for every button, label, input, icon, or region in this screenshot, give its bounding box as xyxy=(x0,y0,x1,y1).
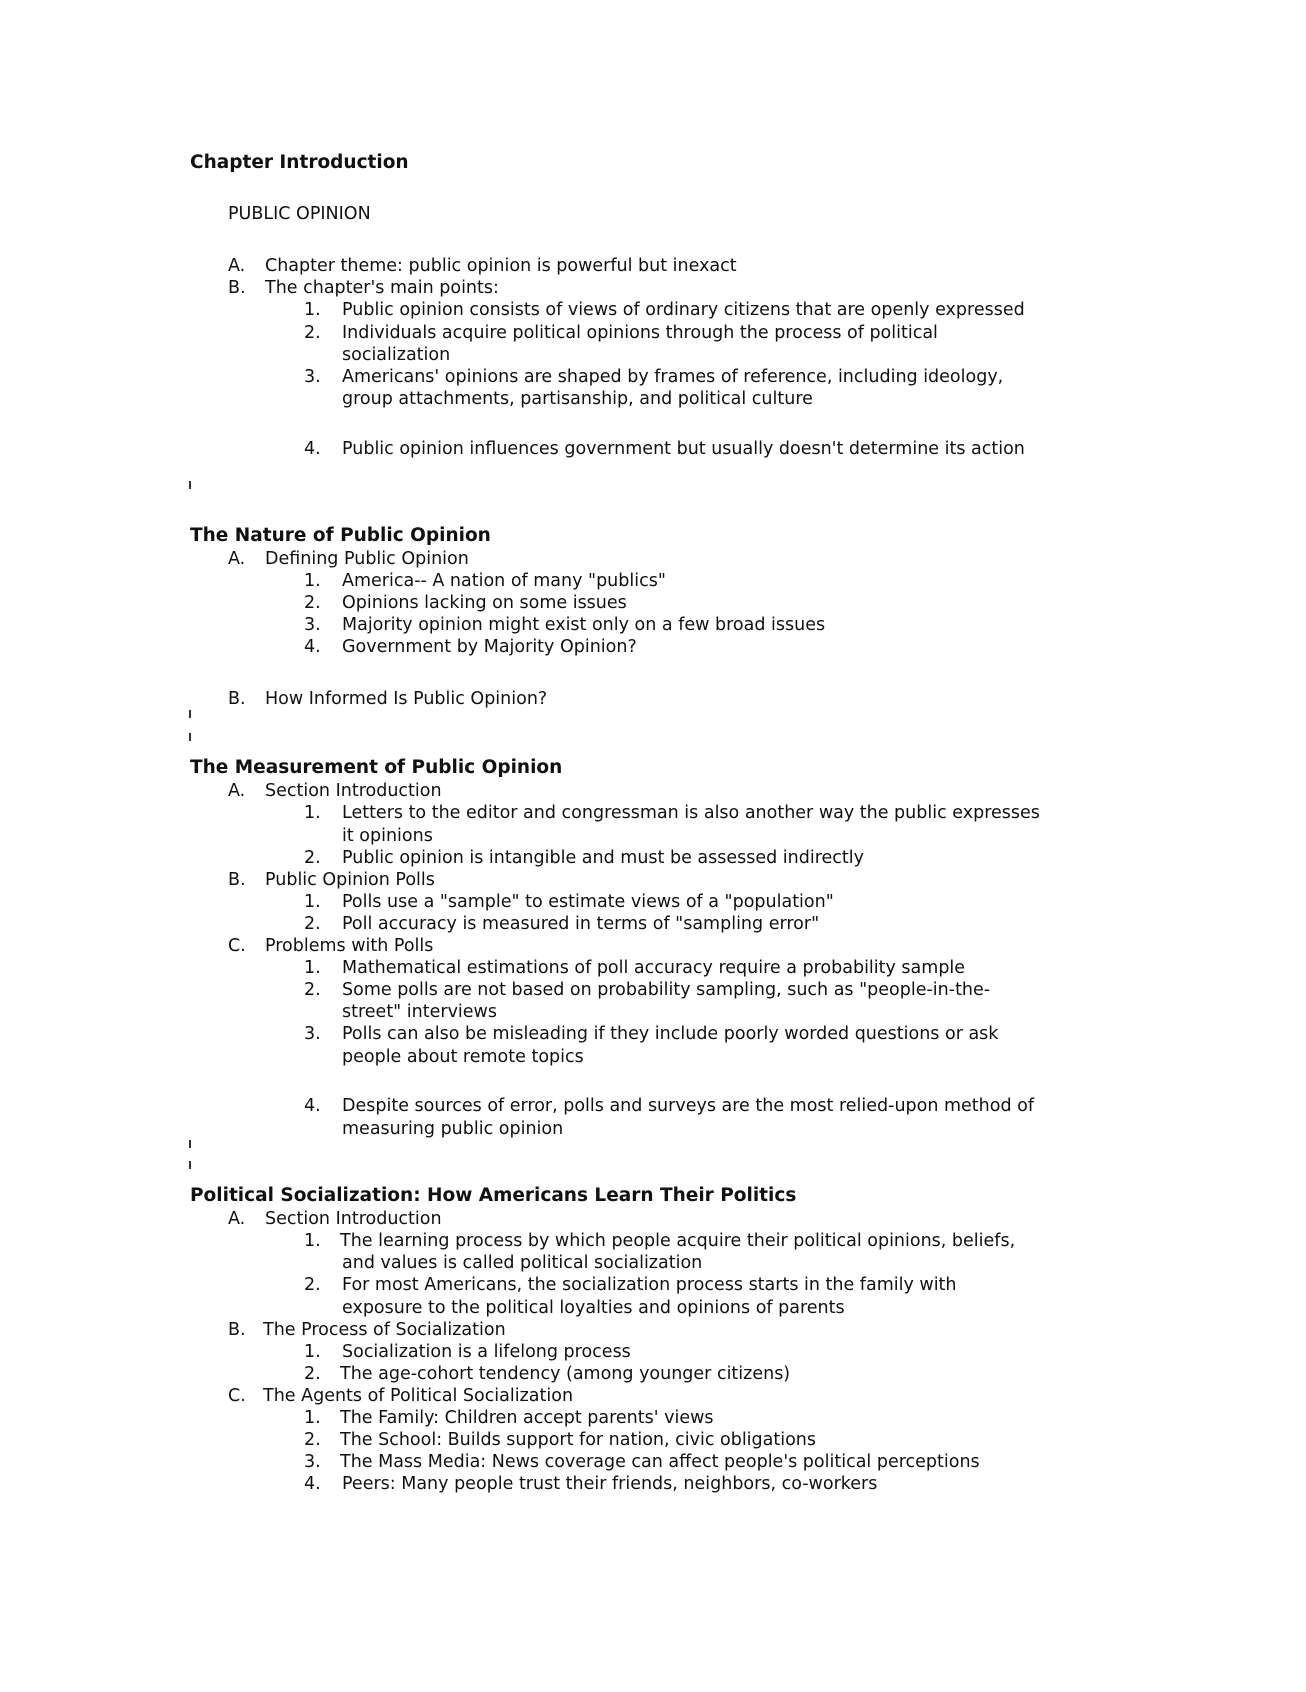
list-marker: A. xyxy=(228,1209,246,1229)
list-item-text: Polls can also be misleading if they include poorly worded questions or ask xyxy=(342,1024,999,1044)
list-item-text: Public opinion influences government but usually doesn't determine its action xyxy=(342,439,1025,459)
list-item-text: The chapter's main points: xyxy=(265,278,499,298)
list-item-text: The Agents of Political Socialization xyxy=(263,1386,574,1406)
list-number: 2. xyxy=(304,1430,321,1450)
list-item-text: Americans' opinions are shaped by frames of reference, including ideology, xyxy=(342,367,1004,387)
list-number: 2. xyxy=(304,914,321,934)
list-marker: C. xyxy=(228,936,246,956)
list-marker: A. xyxy=(228,549,246,569)
list-marker: A. xyxy=(228,256,246,276)
list-item-text: Opinions lacking on some issues xyxy=(342,593,627,613)
list-marker: A. xyxy=(228,781,246,801)
page-mark xyxy=(189,733,191,741)
list-number: 3. xyxy=(304,367,321,387)
list-item-text: Polls use a "sample" to estimate views of a "population" xyxy=(342,892,834,912)
list-item-text: Defining Public Opinion xyxy=(265,549,469,569)
list-number: 3. xyxy=(304,1024,321,1044)
list-item-text: America-- A nation of many "publics" xyxy=(342,571,666,591)
list-marker: C. xyxy=(228,1386,246,1406)
list-number: 1. xyxy=(304,1231,321,1251)
list-item-text: Peers: Many people trust their friends, neighbors, co-workers xyxy=(342,1474,878,1494)
page-mark xyxy=(189,481,191,489)
list-item-text: Socialization is a lifelong process xyxy=(342,1342,631,1362)
list-number: 4. xyxy=(304,1474,321,1494)
page-mark xyxy=(189,710,191,718)
list-item-text: Letters to the editor and congressman is also another way the public expresses xyxy=(342,803,1040,823)
list-number: 2. xyxy=(304,593,321,613)
list-item-text: Government by Majority Opinion? xyxy=(342,637,637,657)
list-number: 4. xyxy=(304,439,321,459)
list-item-text: The age-cohort tendency (among younger citizens) xyxy=(340,1364,791,1384)
list-number: 1. xyxy=(304,1408,321,1428)
list-marker: B. xyxy=(228,1320,246,1340)
list-number: 1. xyxy=(304,958,321,978)
list-item-text: Despite sources of error, polls and surveys are the most relied-upon method of xyxy=(342,1096,1035,1116)
list-number: 1. xyxy=(304,300,321,320)
list-number: 3. xyxy=(304,1452,321,1472)
list-number: 2. xyxy=(304,980,321,1000)
list-number: 1. xyxy=(304,571,321,591)
list-number: 4. xyxy=(304,637,321,657)
list-item-text: The School: Builds support for nation, civic obligations xyxy=(340,1430,817,1450)
page-mark xyxy=(189,1161,191,1169)
list-item-text: Individuals acquire political opinions through the process of political xyxy=(342,323,938,343)
list-item-text: Public opinion consists of views of ordinary citizens that are openly expressed xyxy=(342,300,1025,320)
list-item-text: Some polls are not based on probability sampling, such as "people-in-the- xyxy=(342,980,991,1000)
list-item-text: The Mass Media: News coverage can affect people's political perceptions xyxy=(340,1452,980,1472)
list-item-text: The Family: Children accept parents' views xyxy=(340,1408,714,1428)
list-item-text: Majority opinion might exist only on a few broad issues xyxy=(342,615,826,635)
list-number: 3. xyxy=(304,615,321,635)
list-item-text: The learning process by which people acquire their political opinions, beliefs, xyxy=(340,1231,1016,1251)
section-heading-nature: The Nature of Public Opinion xyxy=(190,525,491,546)
list-number: 2. xyxy=(304,1364,321,1384)
list-item-text: Public opinion is intangible and must be assessed indirectly xyxy=(342,848,864,868)
list-item-text: exposure to the political loyalties and opinions of parents xyxy=(342,1298,845,1318)
list-item-text: Public Opinion Polls xyxy=(265,870,435,890)
list-item-text: How Informed Is Public Opinion? xyxy=(265,689,548,709)
list-item-text: group attachments, partisanship, and political culture xyxy=(342,389,813,409)
list-number: 1. xyxy=(304,892,321,912)
list-item-text: socialization xyxy=(342,345,451,365)
list-item-text: people about remote topics xyxy=(342,1047,584,1067)
list-number: 4. xyxy=(304,1096,321,1116)
list-item-text: Mathematical estimations of poll accuracy require a probability sample xyxy=(342,958,966,978)
list-item-text: measuring public opinion xyxy=(342,1119,564,1139)
list-item-text: For most Americans, the socialization process starts in the family with xyxy=(342,1275,957,1295)
list-item-text: Section Introduction xyxy=(265,781,442,801)
subheading-public-opinion: PUBLIC OPINION xyxy=(228,204,371,224)
list-item-text: Problems with Polls xyxy=(265,936,434,956)
list-number: 2. xyxy=(304,848,321,868)
list-number: 2. xyxy=(304,323,321,343)
list-number: 1. xyxy=(304,803,321,823)
list-item-text: The Process of Socialization xyxy=(263,1320,506,1340)
section-heading-chapter-introduction: Chapter Introduction xyxy=(190,152,409,173)
list-number: 1. xyxy=(304,1342,321,1362)
list-item-text: Poll accuracy is measured in terms of "sampling error" xyxy=(342,914,820,934)
list-item-text: it opinions xyxy=(342,826,433,846)
list-number: 2. xyxy=(304,1275,321,1295)
list-item-text: and values is called political socialization xyxy=(342,1253,703,1273)
section-heading-socialization: Political Socialization: How Americans Learn Their Politics xyxy=(190,1185,797,1206)
list-marker: B. xyxy=(228,870,246,890)
list-marker: B. xyxy=(228,278,246,298)
list-item-text: street" interviews xyxy=(342,1002,497,1022)
list-item-text: Section Introduction xyxy=(265,1209,442,1229)
section-heading-measurement: The Measurement of Public Opinion xyxy=(190,757,563,778)
list-marker: B. xyxy=(228,689,246,709)
list-item-text: Chapter theme: public opinion is powerful but inexact xyxy=(265,256,737,276)
page-mark xyxy=(189,1140,191,1148)
